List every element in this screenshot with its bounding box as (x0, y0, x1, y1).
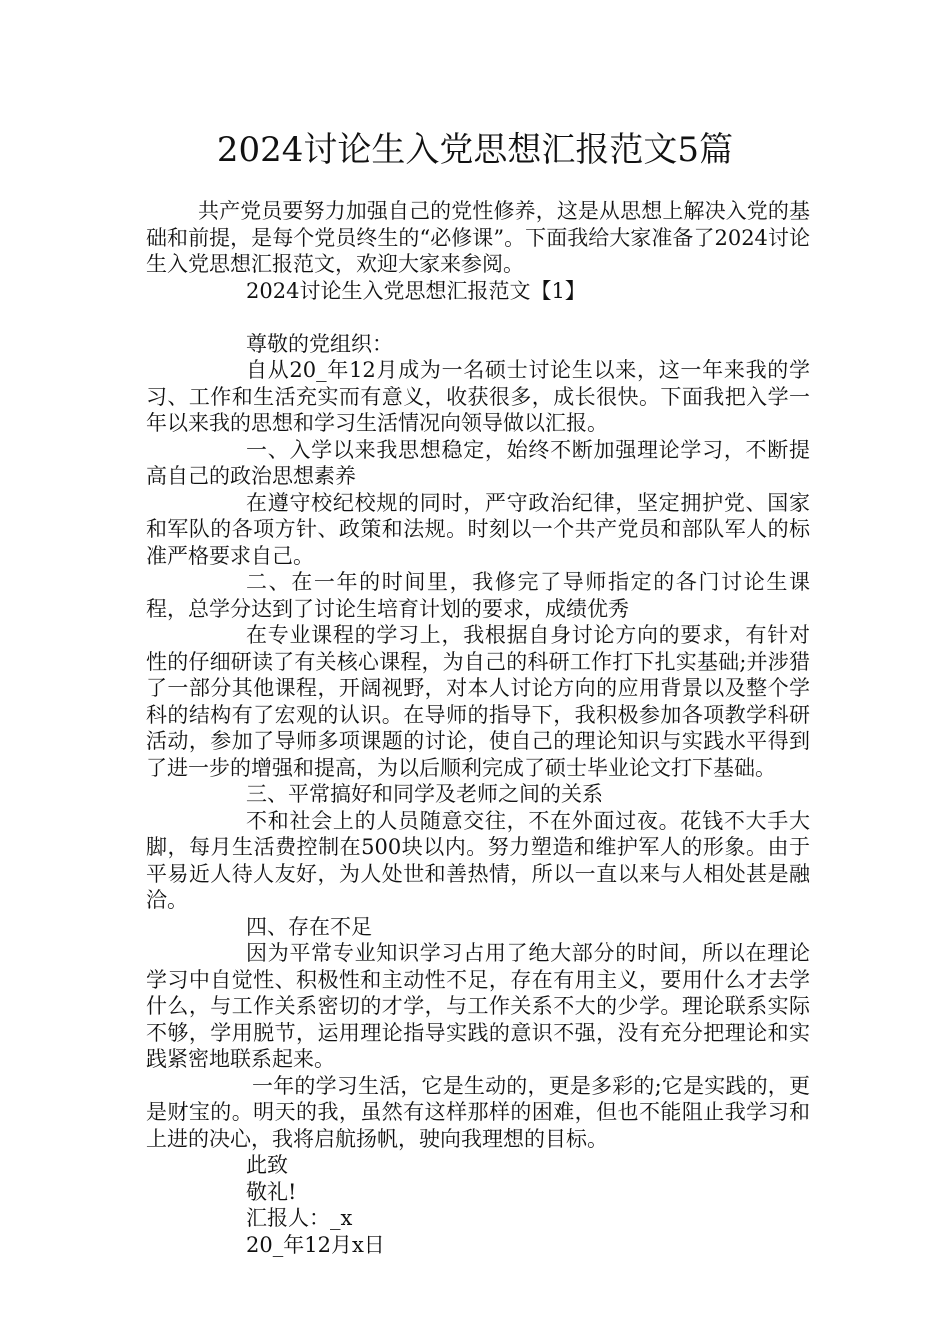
closing-line-2: 敬礼! (246, 1179, 297, 1204)
paragraph-discipline: 在遵守校纪校规的同时，严守政治纪律，坚定拥护党、国家和军队的各项方针、政策和法规。时刻以一个共产党员和部队军人的标准严格要求自己。 (146, 490, 810, 568)
blank-line (146, 304, 810, 331)
heading-one: 一、入学以来我思想稳定，始终不断加强理论学习，不断提高自己的政治思想素养 (146, 437, 810, 488)
heading-three: 三、平常搞好和同学及老师之间的关系 (246, 782, 603, 806)
heading-four: 四、存在不足 (246, 914, 372, 939)
document-body (146, 198, 810, 1258)
paragraph-study: 在专业课程的学习上，我根据自身讨论方向的要求，有针对性的仔细研读了有关核心课程，为自己的科研工作打下扎实基础;并涉猎了一部分其他课程，开阔视野，对本人讨论方向的应用背景以及整个学科的结构有了宏观的认识。在导师的指导下，我积极参加各项教学科研活动，参加了导师多项课题的讨论，使自己的理论知识与实践水平得到了进一步的增强和提高，为以后顺利完成了硕士毕业论文打下基础。 (146, 623, 810, 780)
document-title: 2024讨论生入党思想汇报范文5篇 (216, 130, 734, 170)
date-line: 20_年12月x日 (246, 1232, 385, 1257)
closing-line-1: 此致 (246, 1153, 288, 1177)
paragraph-opening: 自从20_年12月成为一名硕士讨论生以来，这一年来我的学习、工作和生活充实而有意义，收获很多，成长很快。下面我把入学一年以来我的思想和学习生活情况向领导做以汇报。 (146, 358, 810, 435)
section-heading: 2024讨论生入党思想汇报范文【1】 (246, 278, 586, 303)
intro-paragraph: 共产党员要努力加强自己的党性修养，这是从思想上解决入党的基础和前提，是每个党员终生的“必修课”。下面我给大家准备了2024讨论生入党思想汇报范文，欢迎大家来参阅。 (146, 199, 810, 276)
salutation: 尊敬的党组织： (246, 331, 393, 356)
paragraph-relations: 不和社会上的人员随意交往，不在外面过夜。花钱不大手大脚，每月生活费控制在500块以内。努力塑造和维护军人的形象。由于平易近人待人友好，为人处世和善热情，所以一直以来与人相处甚是融洽。 (146, 808, 810, 912)
paragraph-shortcomings: 因为平常专业知识学习占用了绝大部分的时间，所以在理论学习中自觉性、积极性和主动性不足，存在有用主义，要用什么才去学什么，与工作关系密切的才学，与工作关系不大的少学。理论联系实际不够，学用脱节，运用理论指导实践的意识不强，没有充分把理论和实践紧密地联系起来。 (146, 941, 810, 1071)
reporter-line: 汇报人：_x (246, 1206, 353, 1230)
heading-two: 二、在一年的时间里，我修完了导师指定的各门讨论生课程，总学分达到了讨论生培育计划的要求，成绩优秀 (146, 570, 810, 621)
paragraph-conclusion: 一年的学习生活，它是生动的，更是多彩的;它是实践的，更是财宝的。明天的我，虽然有这样那样的困难，但也不能阻止我学习和上进的决心，我将启航扬帆，驶向我理想的目标。 (146, 1073, 810, 1151)
